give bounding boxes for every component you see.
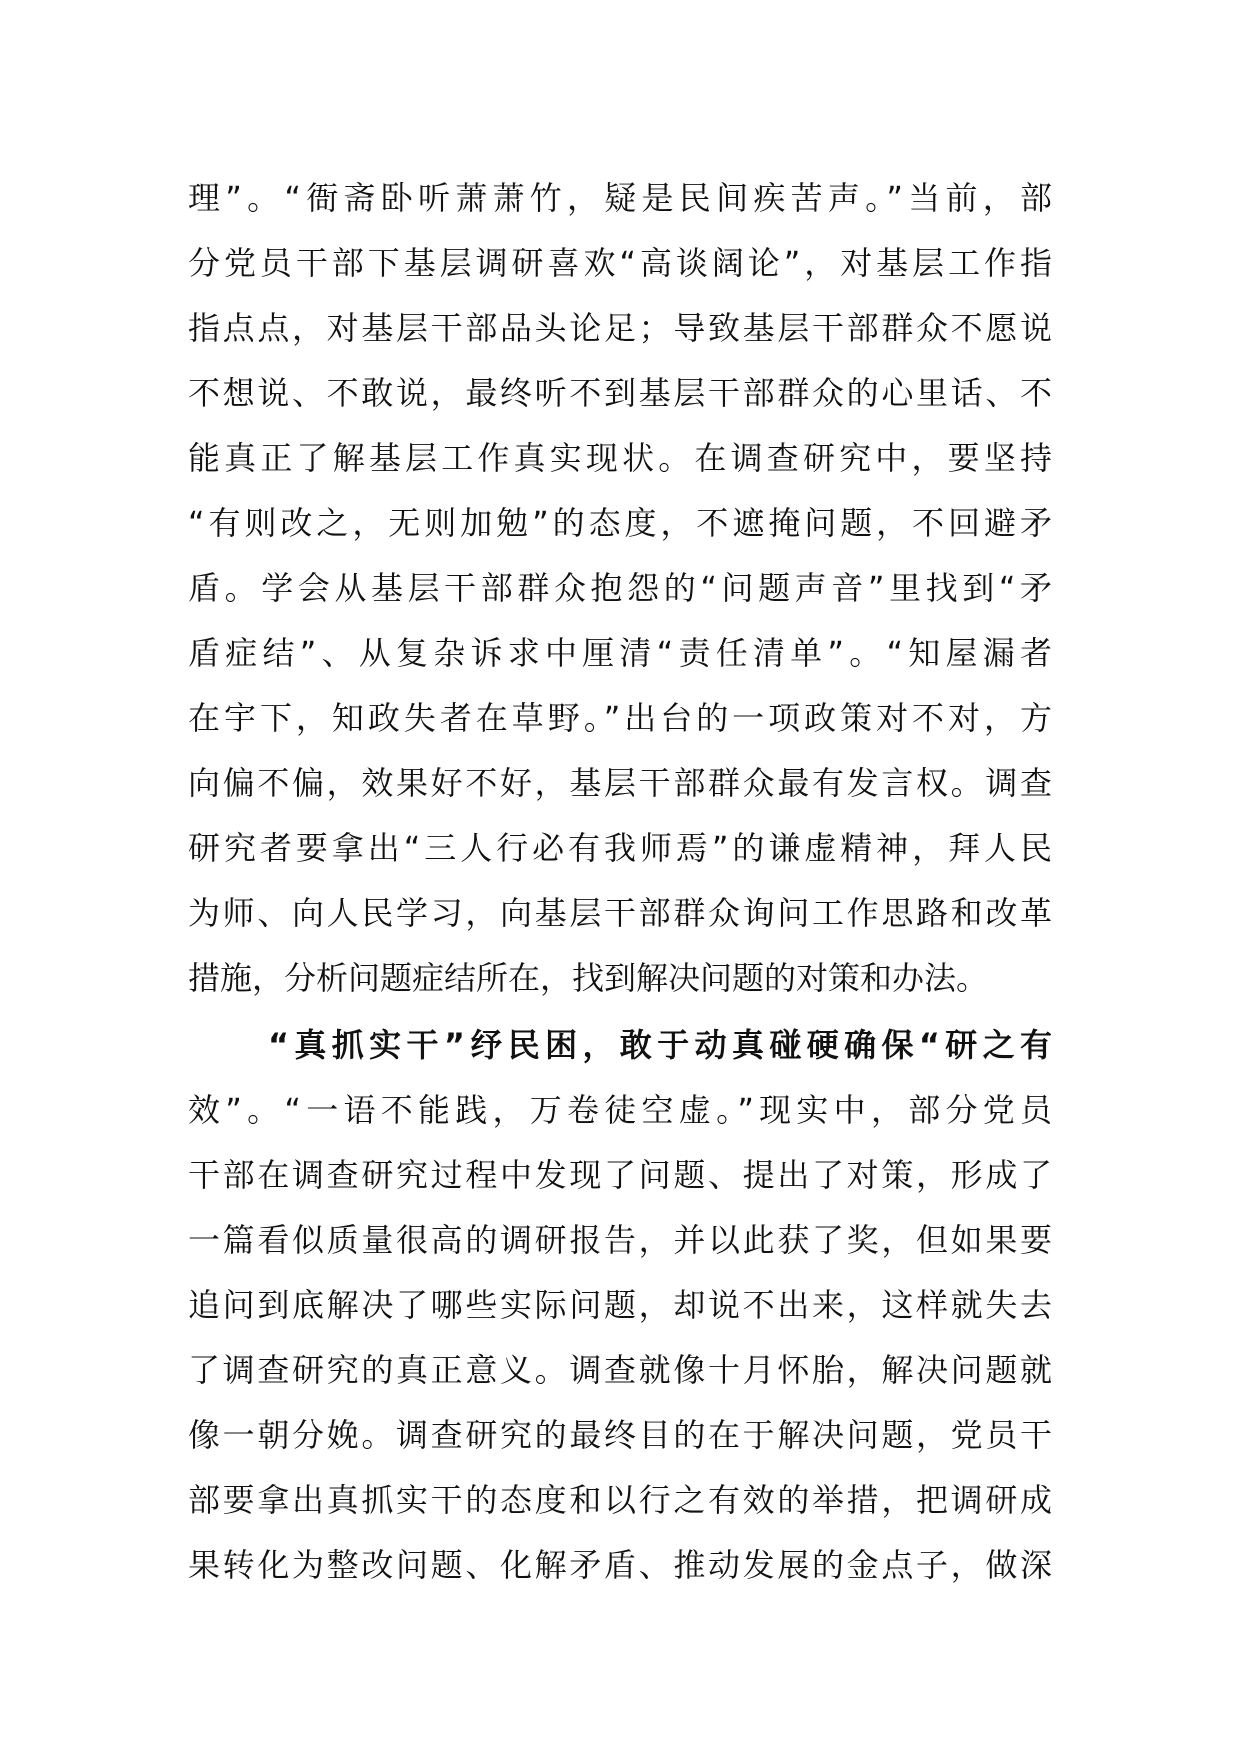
text-line: 一篇看似质量很高的调研报告，并以此获了奖，但如果要: [188, 1221, 1052, 1259]
text-line: 能真正了解基层工作真实现状。在调查研究中，要坚持: [188, 439, 1052, 477]
text-line: 向偏不偏，效果好不好，基层干部群众最有发言权。调查: [188, 764, 1052, 802]
text-line: 盾症结”、从复杂诉求中厘清“责任清单”。“知屋漏者: [188, 634, 1052, 672]
text-line: 为师、向人民学习，向基层干部群众询问工作思路和改革: [188, 894, 1052, 932]
section-heading-line: “真抓实干”纾民困，敢于动真碰硬确保“研之有: [268, 1026, 1052, 1064]
text-line: 效”。“一语不能践，万卷徒空虚。”现实中，部分党员: [188, 1091, 1052, 1129]
paragraph-2: [188, 1013, 1052, 1598]
text-line: 研究者要拿出“三人行必有我师焉”的谦虚精神，拜人民: [188, 829, 1052, 867]
text-line: 追问到底解决了哪些实际问题，却说不出来，这样就失去: [188, 1286, 1052, 1324]
text-line: 果转化为整改问题、化解矛盾、推动发展的金点子，做深: [188, 1546, 1052, 1584]
text-line: 在宇下，知政失者在草野。”出台的一项政策对不对，方: [188, 699, 1052, 737]
text-line: 干部在调查研究过程中发现了问题、提出了对策，形成了: [188, 1156, 1052, 1194]
text-line: 了调查研究的真正意义。调查就像十月怀胎，解决问题就: [188, 1351, 1052, 1389]
text-line: 不想说、不敢说，最终听不到基层干部群众的心里话、不: [188, 374, 1052, 412]
text-line: 像一朝分娩。调查研究的最终目的在于解决问题，党员干: [188, 1416, 1052, 1454]
text-line: 盾。学会从基层干部群众抱怨的“问题声音”里找到“矛: [188, 569, 1052, 607]
text-line: 部要拿出真抓实干的态度和以行之有效的举措，把调研成: [188, 1481, 1052, 1519]
text-line: 分党员干部下基层调研喜欢“高谈阔论”，对基层工作指: [188, 244, 1052, 282]
text-line: “有则改之，无则加勉”的态度，不遮掩问题，不回避矛: [188, 504, 1052, 542]
text-line: 指点点，对基层干部品头论足；导致基层干部群众不愿说: [188, 309, 1052, 347]
paragraph-1: [188, 166, 1052, 1011]
text-line: 理”。“衙斋卧听萧萧竹，疑是民间疾苦声。”当前，部: [188, 179, 1052, 217]
text-line: 措施，分析问题症结所在，找到解决问题的对策和办法。: [188, 959, 989, 997]
